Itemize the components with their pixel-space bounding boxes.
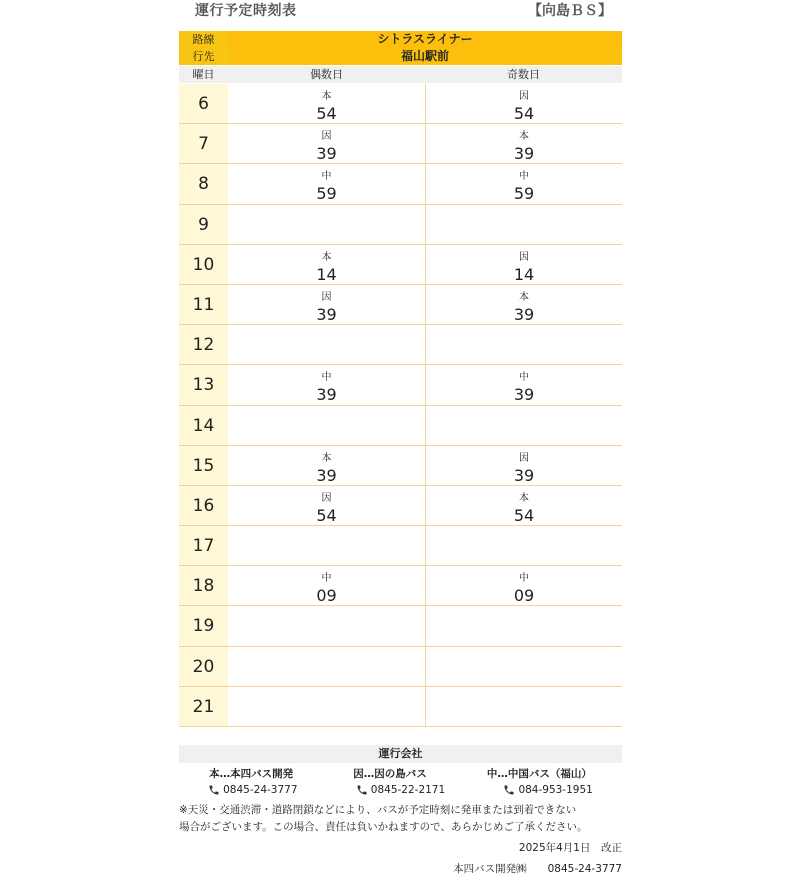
odd-day-cell [425,84,622,123]
footer [179,745,622,876]
odd-day-cell [425,687,622,726]
hour-label: 20 [179,647,228,686]
departure-minute: 39 [513,144,535,164]
departure-minute: 14 [513,264,535,284]
hour-label: 18 [179,566,228,605]
hour-row [179,566,622,606]
phone-icon [208,784,220,796]
operator-code: 本 [321,452,332,464]
revision-date: 2025年4月1日 改正 [518,842,622,854]
disclaimer [179,802,622,836]
hour-row [179,164,622,204]
phone-icon [503,784,515,796]
even-day-cell [228,84,425,123]
disclaimer-line: ※天災・交通渋滞・道路閉鎖などにより、バスが予定時刻に発車または到着できない [179,804,577,816]
even-day-cell [228,205,425,244]
departure-minute: 54 [316,104,337,123]
operator-code: 中 [519,171,529,183]
operator-code: 本 [321,91,332,102]
departure-minute: 39 [316,385,337,405]
even-day-cell [228,606,425,645]
odd-day-cell [425,526,622,565]
even-day-cell [228,245,425,284]
departure-minute: 59 [513,184,535,204]
operator-phone [356,784,445,796]
odd-day-header: 奇数日 [507,68,540,81]
operator-code: 本 [519,131,529,143]
departure-minute: 54 [513,505,535,525]
even-day-cell [228,285,425,324]
departure-minute: 39 [513,304,535,324]
odd-day-cell [425,606,622,645]
departure-minute: 54 [513,104,535,123]
hour-row [179,365,622,405]
operator-code: 中 [321,573,332,585]
hour-row [179,486,622,526]
even-day-cell [228,526,425,565]
hour-row [179,205,622,245]
operator-list [179,766,622,781]
destination-label: 行先 [179,48,228,65]
departure-minute: 14 [316,264,337,284]
departure-minute: 59 [316,184,337,204]
hour-row [179,245,622,285]
odd-day-cell [425,164,622,203]
hour-label: 15 [179,446,228,485]
destination-value: 福山駅前 [228,48,622,65]
operator-code: 因 [519,91,529,102]
even-day-cell [228,486,425,525]
departure-minute: 09 [316,586,337,606]
even-day-cell [228,325,425,364]
hour-label: 6 [179,84,228,123]
operator-phone [208,784,297,796]
phone-number: 0845-22-2171 [370,784,446,796]
route-value: シトラスライナー [228,31,622,48]
operator-code: 因 [519,251,529,263]
operator-code: 中 [519,573,529,585]
departure-minute: 39 [316,144,337,164]
odd-day-cell [425,124,622,163]
operator-phones [179,784,622,796]
even-day-cell [228,406,425,445]
odd-day-cell [425,406,622,445]
hour-label: 11 [179,285,228,324]
operator-code: 中 [321,372,332,384]
hour-row [179,687,622,727]
destination-row [179,48,622,65]
company-contact: 本四バス開発㈱ 0845-24-3777 [453,863,622,875]
even-day-cell [228,124,425,163]
stop-name: 【向島ＢＳ】 [528,3,612,19]
phone-number: 0845-24-3777 [223,784,298,796]
hour-row [179,325,622,365]
hour-label: 7 [179,124,228,163]
odd-day-cell [425,325,622,364]
hour-row [179,406,622,446]
hour-row [179,647,622,687]
hour-label: 8 [179,164,228,203]
hour-label: 16 [179,486,228,525]
operator-name: 中…中国バス（福山） [486,768,592,780]
even-day-cell [228,365,425,404]
operator-code: 本 [519,492,529,504]
phone-icon [356,784,368,796]
route-row [179,31,622,49]
route-label: 路線 [179,31,228,48]
hour-row [179,285,622,325]
operator-code: 因 [519,452,529,464]
even-day-cell [228,687,425,726]
even-day-cell [228,164,425,203]
odd-day-cell [425,647,622,686]
hour-label: 10 [179,245,228,284]
operator-code: 中 [519,372,529,384]
odd-day-cell [425,486,622,525]
operator-code: 因 [321,131,332,143]
odd-day-cell [425,365,622,404]
departure-minute: 39 [513,465,535,485]
odd-day-cell [425,205,622,244]
operator-name: 因…因の島バス [353,768,427,780]
operator-phone [503,784,592,796]
day-header [179,66,622,83]
odd-day-cell [425,245,622,284]
hour-row [179,446,622,486]
even-day-cell [228,647,425,686]
even-day-cell [228,566,425,605]
departure-minute: 09 [513,586,535,606]
hour-label: 19 [179,606,228,645]
hour-row [179,84,622,124]
operator-code: 本 [321,251,332,263]
operator-code: 本 [519,291,529,303]
day-label: 曜日 [192,68,215,81]
departure-minute: 54 [316,505,337,525]
hour-label: 9 [179,205,228,244]
odd-day-cell [425,566,622,605]
even-day-cell [228,446,425,485]
even-day-header: 偶数日 [310,68,343,81]
page-title: 運行予定時刻表 [195,3,297,19]
operator-code: 中 [321,171,332,183]
hour-label: 21 [179,687,228,726]
hour-row [179,526,622,566]
departure-minute: 39 [316,465,337,485]
hour-label: 13 [179,365,228,404]
operator-name: 本…本四バス開発 [209,768,294,780]
timetable-grid [179,84,622,727]
hour-label: 17 [179,526,228,565]
operator-heading: 運行会社 [179,745,622,763]
hour-row [179,124,622,164]
phone-number: 084-953-1951 [518,784,593,796]
hour-row [179,606,622,646]
odd-day-cell [425,285,622,324]
departure-minute: 39 [316,304,337,324]
odd-day-cell [425,446,622,485]
departure-minute: 39 [513,385,535,405]
disclaimer-line: 場合がございます。この場合、責任は負いかねますので、あらかじめご了承ください。 [179,821,588,833]
operator-code: 因 [321,492,332,504]
hour-label: 12 [179,325,228,364]
hour-label: 14 [179,406,228,445]
operator-code: 因 [321,291,332,303]
